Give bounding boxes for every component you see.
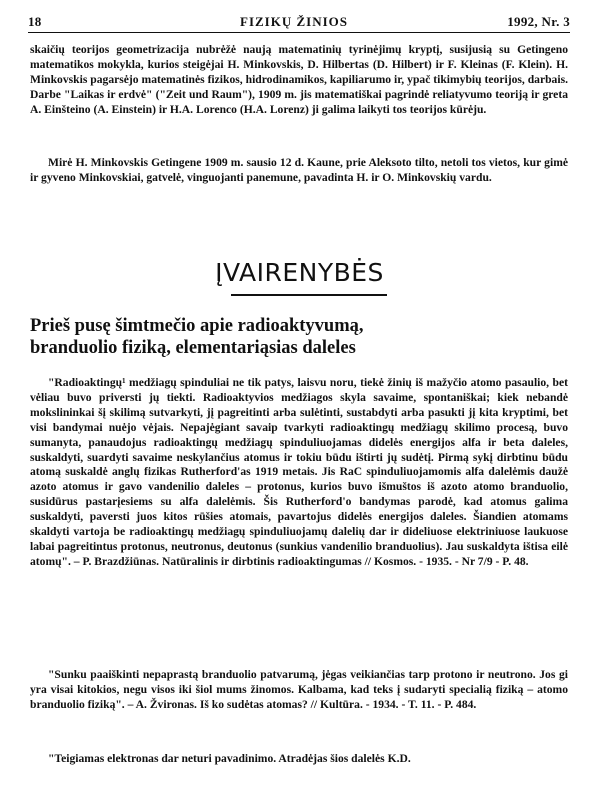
article-paragraph-3: "Teigiamas elektronas dar neturi pavadinimo. Atradėjas šios dalelės K.D. [48,752,411,765]
issue-label: 1992, Nr. 3 [507,14,570,29]
journal-title: FIZIKŲ ŽINIOS [240,14,348,29]
article-title-line-2: branduolio fiziką, elementariąsias daleles [30,338,356,358]
intro-paragraph-1: skaičių teorijos geometrizacija nubrėžė naują matematinių tyrinėjimų kryptį, susijusią su Getingeno matematikos mokykla, kurios steigėjai H. Minkovskis, D. Hilbertas (D. Hilbert) ir F. Kleinas (F. Klein). H. Minkovskis pagarsėjo matematinės fizikos, hidrodinamikos, kapiliarumo ir, ypač tikimybių teorijos, darbais. Darbe "Laikas ir erdvė" ("Zeit und Raum"), 1909 m. jis matematiškai pagrindė reliatyvumo teoriją ir greta A. Einšteino (A. Einstein) ir H.A. Lorenco (H.A. Lorenz) ji galima laikyti tos teorijos kūrėju. [30,43,568,116]
article-paragraph-2: "Sunku paaiškinti nepaprastą branduolio patvarumą, jėgas veikiančias tarp protono ir neutrono. Jos gi yra visai kitokios, negu visos iki šiol mums žinomos. Kalbama, kad teks į sudaryti specialią fiziką – atomo branduolio fiziką". – A. Žvironas. Iš ko sudėtas atomas? // Kultūra. - 1934. - T. 11. - P. 484. [30,668,568,711]
page-number: 18 [28,14,42,29]
article-title-line-1: Prieš pusę šimtmečio apie radioaktyvumą, [30,316,364,336]
section-rule [231,294,387,296]
article-title [30,315,570,359]
header-rule [28,32,570,33]
section-title: ĮVAIRENYBĖS [215,258,384,287]
running-header [28,14,570,32]
intro-paragraph-2: Mirė H. Minkovskis Getingene 1909 m. sausio 12 d. Kaune, prie Aleksoto tilto, netoli tos vietos, kur gimė ir gyveno Minkovskiai, gatvelė, vinguojanti panemune, pavadinta H. ir O. Minkovskių vardu. [30,156,568,184]
article-paragraph-1: "Radioaktingų¹ medžiagų spinduliai ne tik patys, laisvu noru, tiekė žinių iš mažyčio atomo pasaulio, bet vėliau buvo priversti jų tiekti. Radioaktyvios medžiagos skyla savaime, spontaniškai; kiek nebandė mokslininkai šį skilimą sutvarkyti, jį pagreitinti arba sulėtinti, sustabdyti arba pasukti jį kita kryptimi, bet visi bandymai nuėjo vėjais. Nepajėgiant savaip tvarkyti radioaktingų medžiagų skilimo procesą, buvo sumanyta, panaudojus radioaktingų medžiagų spinduliuojamas didelės energijos alfa ir beta daleles, suskaldyti, suardyti savaime neskylančius atomus ir tokiu būdu ištirti jų sudėtį. Pirmą sykį dirbtinu būdu atomą suskaldė anglų fizikas Rutherford'as 1919 metais. Jis RaC spinduliuojamomis alfa dalelėmis daužė azoto atomus ir gavo vandenilio daleles – protonus, kurios buvo išmuštos iš azoto atomo branduolio, susidūrus pastarįesiems su alfa dalelėmis. Šis Rutherford'o bandymas parodė, kad atomus galima suskaldyti, paversti juos kitos rūšies atomais, pavartojus didelės energijos daleles. Šiandien atomams skaldyti vartoja be radioaktingų medžiagų spinduliuojamų dalelių dar ir dideliuose elektriniuose laukuose labai pagreitintus protonus, neutronus, deutonus (sunkius vandenilio branduolius). Jau suskaldyta ištisa eilė atomų". – P. Brazdžiūnas. Natūralinis ir dirbtinis radioaktingumas // Kosmos. - 1935. - Nr 7/9 - P. 48. [30,376,568,568]
